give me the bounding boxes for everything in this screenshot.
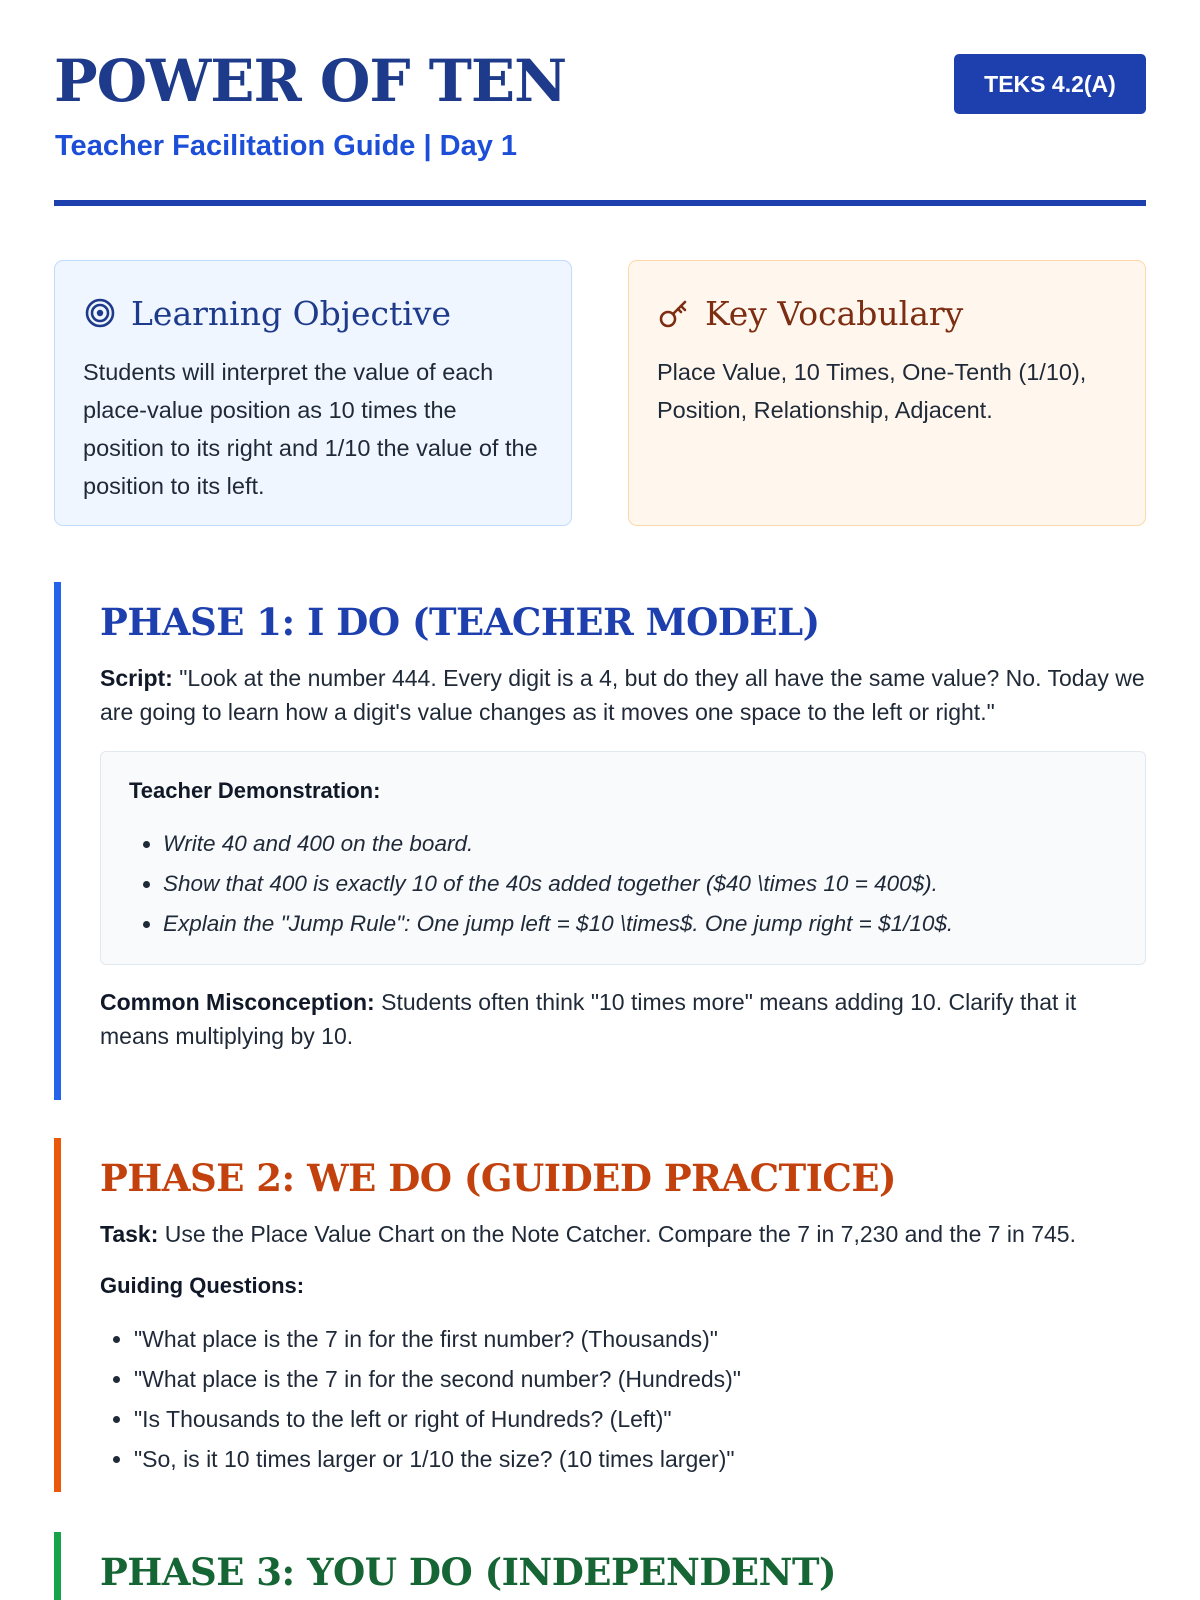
misconception-text: Students often think "10 times more" means adding 10. Clarify that it means multiplying by 10. (100, 989, 1077, 1049)
guiding-question-item: • "What place is the 7 in for the first number? (Thousands)" (134, 1319, 1146, 1359)
guiding-questions-label: Guiding Questions: (100, 1273, 305, 1298)
phase-1-title: PHASE 1: I DO (TEACHER MODEL) (100, 600, 820, 644)
demo-list-item: • Explain the "Jump Rule": One jump left = $10 \times$. One jump right = $1/10$. (163, 904, 1117, 944)
script-text: "Look at the number 444. Every digit is a 4, but do they all have the same value? No. Today we are going to learn how a digit's value changes as it moves one space to the left or right." (100, 665, 1145, 725)
phase-2-title: PHASE 2: WE DO (GUIDED PRACTICE) (100, 1156, 897, 1200)
key-vocabulary-card (628, 260, 1146, 526)
demo-list-item: • Show that 400 is exactly 10 of the 40s added together ($40 \times 10 = 400$). (163, 864, 1117, 904)
demo-list-item: • Write 40 and 400 on the board. (163, 824, 1117, 864)
page-header (54, 0, 1146, 206)
info-cards (54, 260, 1146, 528)
learning-objective-title: Learning Objective (131, 293, 451, 333)
task-label: Task: (100, 1221, 159, 1247)
phase-1-accent-bar (54, 582, 61, 1100)
page-title: POWER OF TEN (54, 47, 567, 115)
teks-badge: TEKS 4.2(A) (954, 54, 1146, 114)
key-icon (657, 296, 691, 330)
key-vocabulary-title: Key Vocabulary (705, 293, 964, 333)
common-misconception (100, 985, 1146, 1053)
guiding-question-item: • "So, is it 10 times larger or 1/10 the size? (10 times larger)" (134, 1439, 1146, 1479)
phase-2-task (100, 1217, 1146, 1251)
guiding-question-item: • "What place is the 7 in for the second number? (Hundreds)" (134, 1359, 1146, 1399)
misconception-label: Common Misconception: (100, 989, 375, 1015)
teacher-demonstration-title: Teacher Demonstration: (129, 778, 381, 803)
phase-1-section (54, 582, 1146, 1100)
script-label: Script: (100, 665, 173, 691)
phase-2-accent-bar (54, 1138, 61, 1492)
phase-1-script (100, 661, 1146, 729)
page-subtitle: Teacher Facilitation Guide | Day 1 (55, 130, 518, 162)
guide-page (54, 0, 1146, 1594)
teacher-demonstration-list (129, 824, 1117, 944)
header-divider (54, 200, 1146, 206)
learning-objective-card (54, 260, 572, 526)
learning-objective-header (83, 287, 543, 339)
key-vocabulary-header (657, 287, 1117, 339)
task-text: Use the Place Value Chart on the Note Catcher. Compare the 7 in 7,230 and the 7 in 745. (158, 1221, 1076, 1247)
teacher-demonstration-box (100, 751, 1146, 965)
phase-2-section (54, 1138, 1146, 1492)
phase-3-accent-bar (54, 1532, 61, 1600)
learning-objective-text: Students will interpret the value of each place-value position as 10 times the position to its right and 1/10 the value of the position to its left. (83, 359, 538, 499)
phase-3-section (54, 1532, 1146, 1600)
key-vocabulary-text: Place Value, 10 Times, One-Tenth (1/10), Position, Relationship, Adjacent. (657, 359, 1087, 423)
guiding-question-item: • "Is Thousands to the left or right of Hundreds? (Left)" (134, 1399, 1146, 1439)
phase-3-title: PHASE 3: YOU DO (INDEPENDENT) (100, 1550, 836, 1594)
target-icon (83, 296, 117, 330)
guiding-questions-list (100, 1319, 1146, 1479)
